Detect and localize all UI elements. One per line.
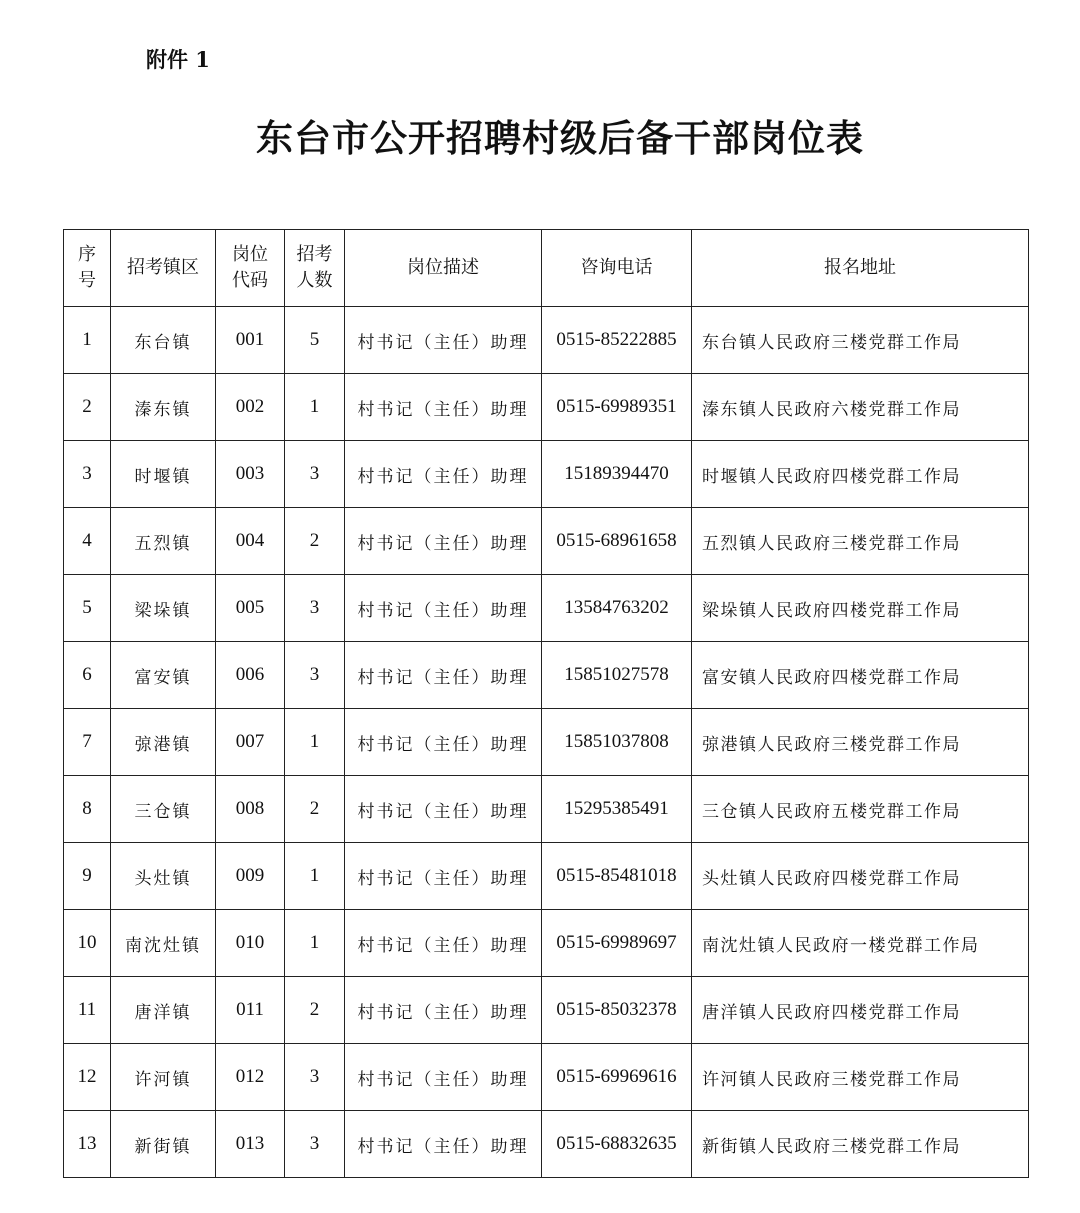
cell-count: 1 [285, 910, 345, 977]
cell-count: 1 [285, 709, 345, 776]
cell-addr: 新街镇人民政府三楼党群工作局 [692, 1111, 1029, 1178]
cell-code: 005 [216, 575, 285, 642]
cell-desc: 村书记（主任）助理 [345, 1111, 542, 1178]
cell-phone: 0515-85481018 [542, 843, 692, 910]
cell-code: 004 [216, 508, 285, 575]
header-seq: 序号 [64, 230, 111, 307]
cell-seq: 1 [64, 307, 111, 374]
cell-count: 2 [285, 977, 345, 1044]
cell-phone: 0515-69989697 [542, 910, 692, 977]
cell-phone: 15295385491 [542, 776, 692, 843]
table-header-row [64, 230, 1029, 307]
cell-town: 三仓镇 [111, 776, 216, 843]
cell-addr: 三仓镇人民政府五楼党群工作局 [692, 776, 1029, 843]
cell-code: 011 [216, 977, 285, 1044]
table-row [64, 508, 1029, 575]
cell-count: 2 [285, 508, 345, 575]
cell-desc: 村书记（主任）助理 [345, 709, 542, 776]
cell-code: 003 [216, 441, 285, 508]
cell-seq: 2 [64, 374, 111, 441]
cell-phone: 0515-69989351 [542, 374, 692, 441]
cell-seq: 4 [64, 508, 111, 575]
cell-code: 013 [216, 1111, 285, 1178]
cell-count: 3 [285, 1044, 345, 1111]
cell-phone: 0515-68832635 [542, 1111, 692, 1178]
table-row [64, 1044, 1029, 1111]
cell-desc: 村书记（主任）助理 [345, 977, 542, 1044]
table-row [64, 441, 1029, 508]
table-row [64, 910, 1029, 977]
table-row [64, 1111, 1029, 1178]
table-row [64, 374, 1029, 441]
cell-town: 溱东镇 [111, 374, 216, 441]
table-row [64, 843, 1029, 910]
header-count: 招考人数 [285, 230, 345, 307]
cell-addr: 头灶镇人民政府四楼党群工作局 [692, 843, 1029, 910]
table-row [64, 575, 1029, 642]
table-row [64, 642, 1029, 709]
cell-seq: 9 [64, 843, 111, 910]
cell-town: 唐洋镇 [111, 977, 216, 1044]
cell-seq: 6 [64, 642, 111, 709]
cell-town: 五烈镇 [111, 508, 216, 575]
cell-seq: 8 [64, 776, 111, 843]
cell-desc: 村书记（主任）助理 [345, 307, 542, 374]
cell-town: 弶港镇 [111, 709, 216, 776]
cell-phone: 0515-68961658 [542, 508, 692, 575]
cell-seq: 5 [64, 575, 111, 642]
cell-addr: 唐洋镇人民政府四楼党群工作局 [692, 977, 1029, 1044]
cell-seq: 13 [64, 1111, 111, 1178]
cell-phone: 0515-85222885 [542, 307, 692, 374]
cell-seq: 10 [64, 910, 111, 977]
cell-town: 南沈灶镇 [111, 910, 216, 977]
cell-count: 3 [285, 1111, 345, 1178]
cell-desc: 村书记（主任）助理 [345, 843, 542, 910]
cell-count: 2 [285, 776, 345, 843]
cell-count: 5 [285, 307, 345, 374]
cell-addr: 东台镇人民政府三楼党群工作局 [692, 307, 1029, 374]
cell-seq: 3 [64, 441, 111, 508]
cell-code: 012 [216, 1044, 285, 1111]
cell-addr: 五烈镇人民政府三楼党群工作局 [692, 508, 1029, 575]
page-title: 东台市公开招聘村级后备干部岗位表 [256, 116, 864, 160]
cell-code: 006 [216, 642, 285, 709]
cell-seq: 11 [64, 977, 111, 1044]
cell-code: 007 [216, 709, 285, 776]
cell-town: 梁垛镇 [111, 575, 216, 642]
cell-code: 009 [216, 843, 285, 910]
cell-code: 008 [216, 776, 285, 843]
table-row [64, 307, 1029, 374]
cell-code: 010 [216, 910, 285, 977]
cell-town: 头灶镇 [111, 843, 216, 910]
cell-addr: 溱东镇人民政府六楼党群工作局 [692, 374, 1029, 441]
table-row [64, 709, 1029, 776]
header-town: 招考镇区 [111, 230, 216, 307]
cell-addr: 弶港镇人民政府三楼党群工作局 [692, 709, 1029, 776]
cell-desc: 村书记（主任）助理 [345, 374, 542, 441]
cell-count: 3 [285, 642, 345, 709]
cell-desc: 村书记（主任）助理 [345, 642, 542, 709]
cell-addr: 梁垛镇人民政府四楼党群工作局 [692, 575, 1029, 642]
cell-code: 002 [216, 374, 285, 441]
cell-town: 东台镇 [111, 307, 216, 374]
cell-town: 时堰镇 [111, 441, 216, 508]
header-desc: 岗位描述 [345, 230, 542, 307]
cell-desc: 村书记（主任）助理 [345, 910, 542, 977]
cell-desc: 村书记（主任）助理 [345, 508, 542, 575]
cell-seq: 7 [64, 709, 111, 776]
cell-addr: 南沈灶镇人民政府一楼党群工作局 [692, 910, 1029, 977]
cell-town: 新街镇 [111, 1111, 216, 1178]
header-code: 岗位代码 [216, 230, 285, 307]
positions-table [63, 229, 1029, 1178]
cell-phone: 0515-69969616 [542, 1044, 692, 1111]
cell-addr: 许河镇人民政府三楼党群工作局 [692, 1044, 1029, 1111]
cell-town: 许河镇 [111, 1044, 216, 1111]
cell-count: 3 [285, 575, 345, 642]
attachment-label: 附件 1 [146, 47, 210, 72]
table-row [64, 977, 1029, 1044]
cell-phone: 0515-85032378 [542, 977, 692, 1044]
cell-count: 3 [285, 441, 345, 508]
cell-addr: 富安镇人民政府四楼党群工作局 [692, 642, 1029, 709]
cell-phone: 13584763202 [542, 575, 692, 642]
cell-addr: 时堰镇人民政府四楼党群工作局 [692, 441, 1029, 508]
cell-count: 1 [285, 374, 345, 441]
cell-phone: 15189394470 [542, 441, 692, 508]
cell-code: 001 [216, 307, 285, 374]
cell-phone: 15851037808 [542, 709, 692, 776]
cell-desc: 村书记（主任）助理 [345, 575, 542, 642]
header-addr: 报名地址 [692, 230, 1029, 307]
cell-count: 1 [285, 843, 345, 910]
cell-seq: 12 [64, 1044, 111, 1111]
header-phone: 咨询电话 [542, 230, 692, 307]
table-row [64, 776, 1029, 843]
cell-town: 富安镇 [111, 642, 216, 709]
cell-desc: 村书记（主任）助理 [345, 1044, 542, 1111]
cell-desc: 村书记（主任）助理 [345, 776, 542, 843]
cell-phone: 15851027578 [542, 642, 692, 709]
cell-desc: 村书记（主任）助理 [345, 441, 542, 508]
